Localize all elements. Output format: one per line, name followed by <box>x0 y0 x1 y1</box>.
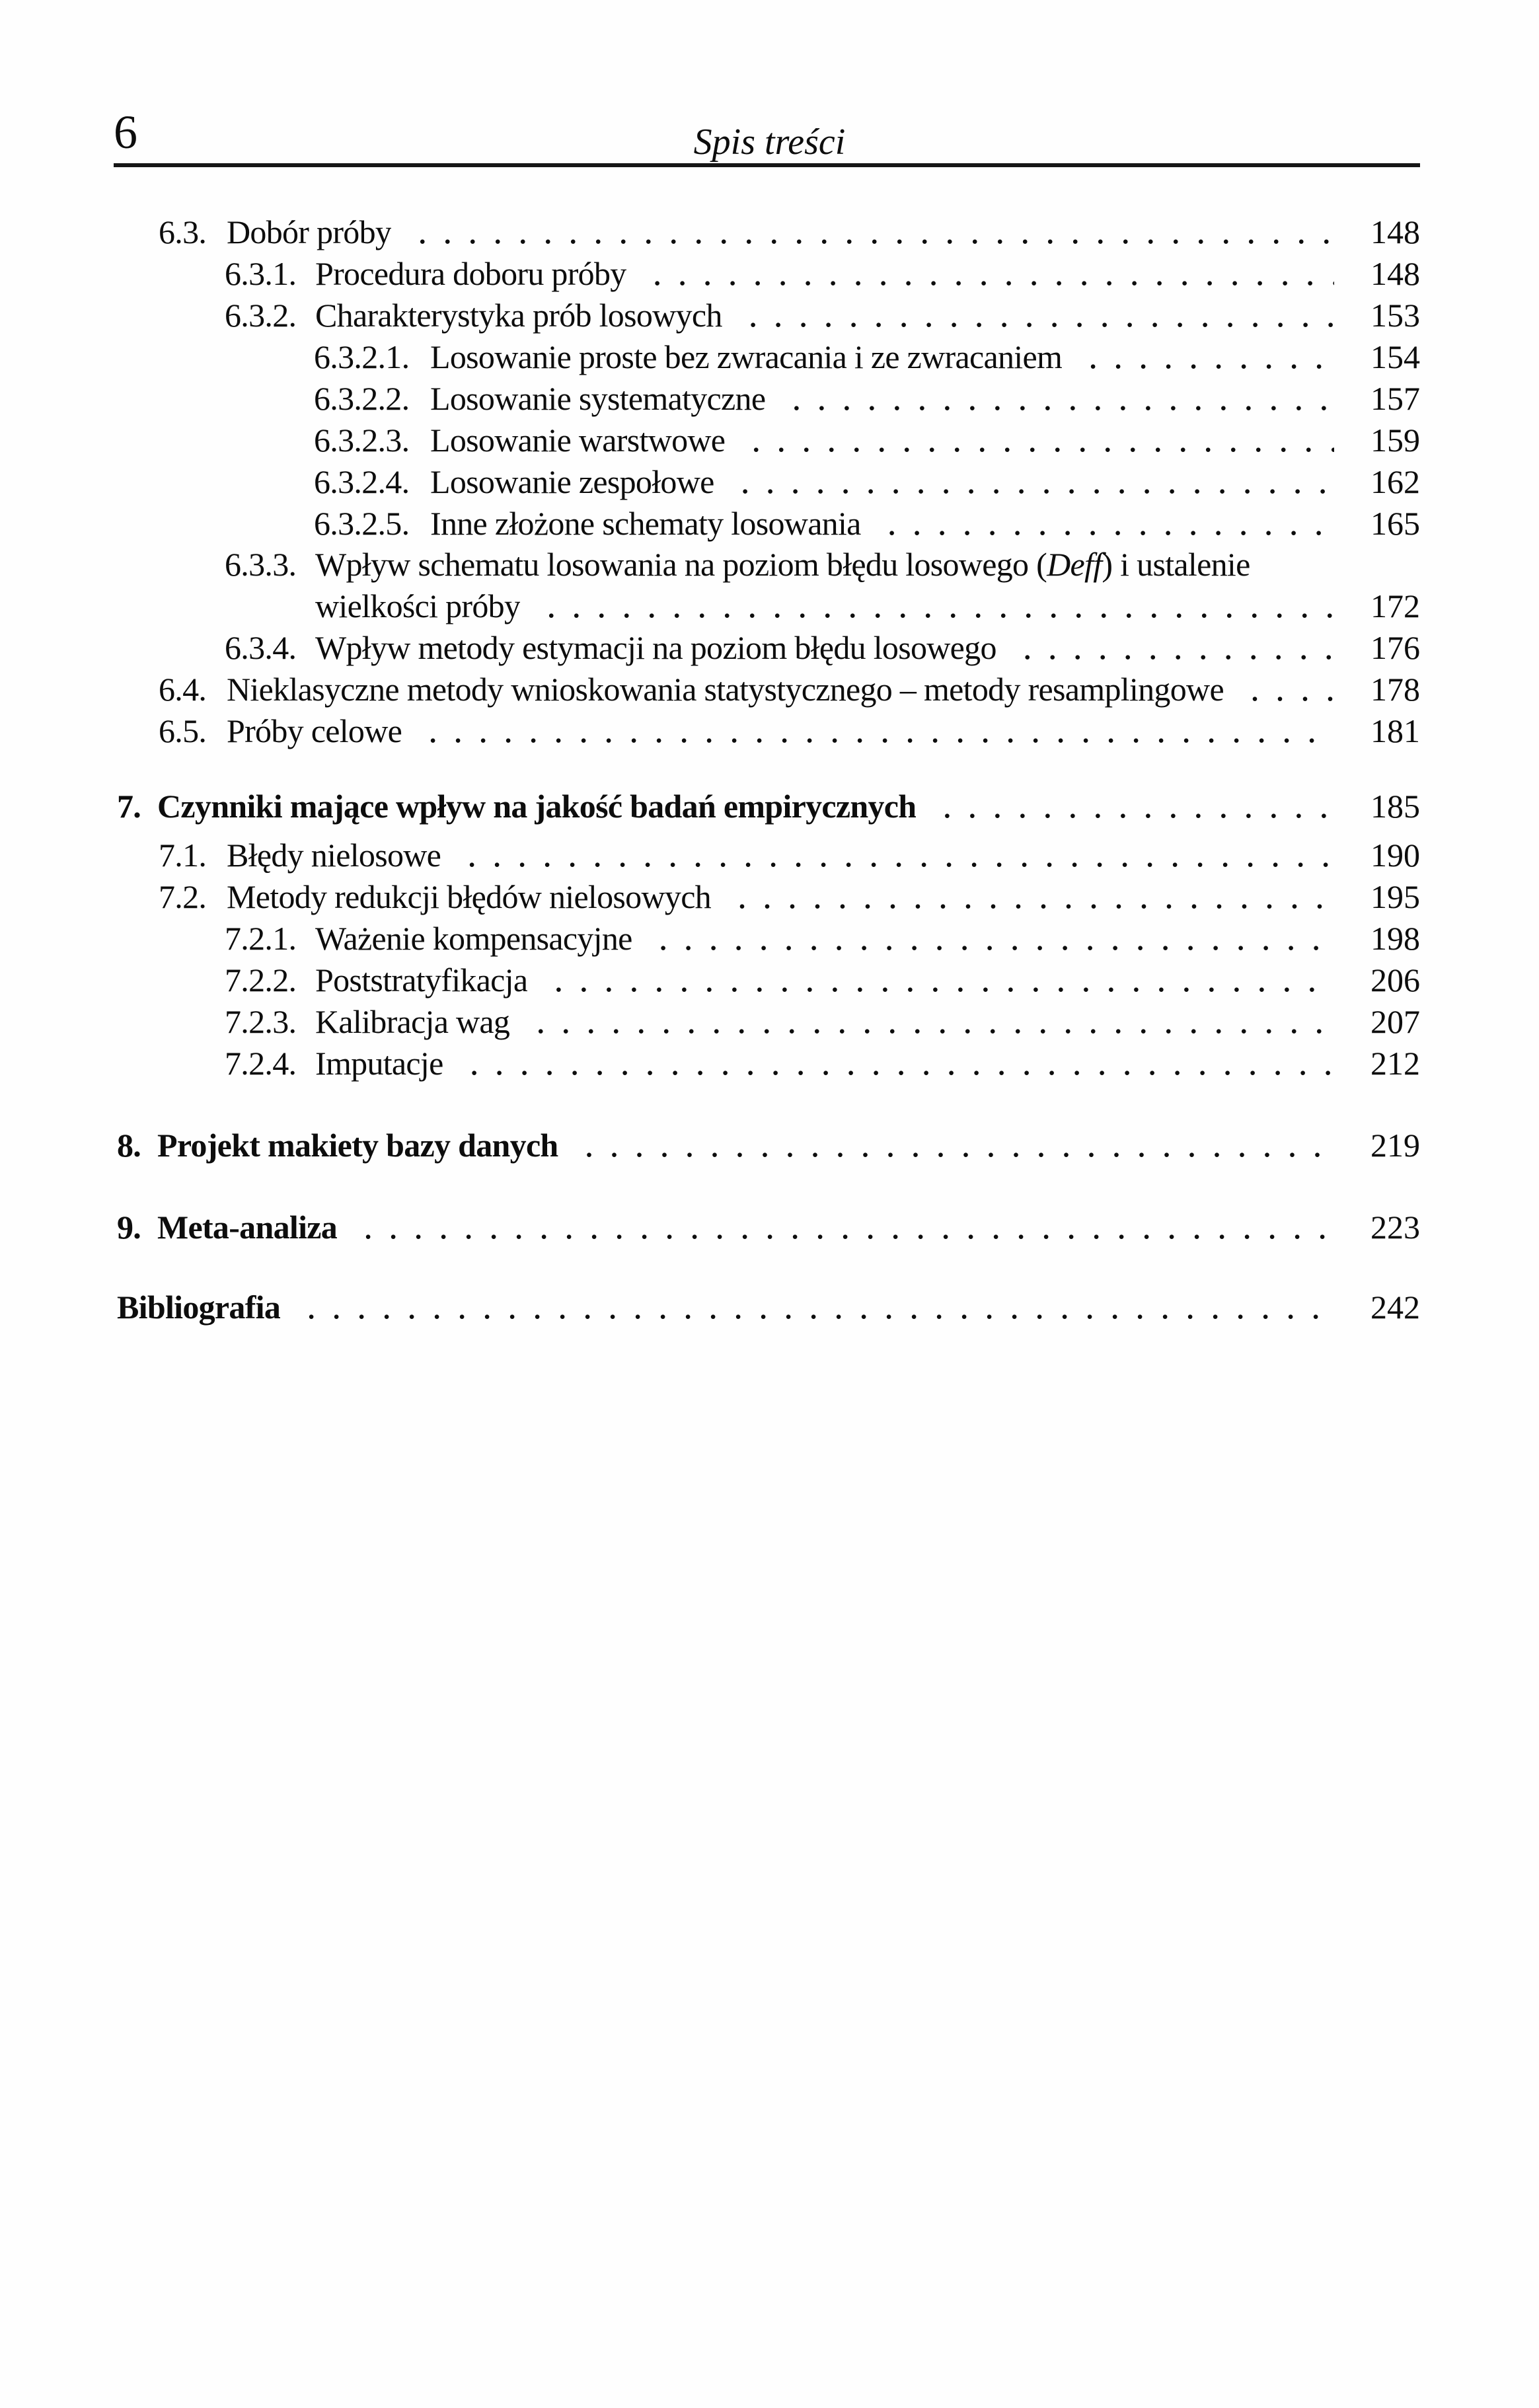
toc-entry-title: Ważenie kompensacyjne <box>315 920 632 957</box>
toc-entry-number: 6.5. <box>159 712 207 749</box>
dot-leader <box>1088 336 1334 377</box>
toc-entry-number: 7.2.2. <box>225 961 297 998</box>
dot-leader <box>653 252 1334 293</box>
dot-leader <box>546 585 1334 626</box>
toc-entry <box>117 377 1420 419</box>
toc-entry-page: 198 <box>1370 920 1420 957</box>
toc-entry-page: 148 <box>1370 255 1420 292</box>
toc-entry <box>117 626 1420 668</box>
toc-entry <box>117 419 1420 461</box>
toc-entry-page: 206 <box>1370 961 1420 998</box>
toc-entry-number: 7.2.1. <box>225 920 297 957</box>
dot-leader <box>1250 668 1334 709</box>
toc-entry-page: 223 <box>1370 1209 1420 1246</box>
toc-entry <box>117 336 1420 377</box>
toc-entry <box>117 1286 1420 1328</box>
toc-entry <box>117 917 1420 959</box>
page-header-title: Spis treści <box>693 122 846 163</box>
toc-entry-page: 207 <box>1370 1003 1420 1040</box>
toc-entry <box>117 544 1420 585</box>
dot-leader <box>428 710 1334 751</box>
dot-leader <box>470 1042 1334 1083</box>
toc-entry <box>117 1042 1420 1084</box>
toc-entry-title: Próby celowe <box>227 712 402 749</box>
toc-entry-title: Losowanie systematyczne <box>430 380 766 417</box>
toc-entry-number: 7.2.3. <box>225 1003 297 1040</box>
toc-entry <box>117 959 1420 1000</box>
toc-entry-title: Inne złożone schematy losowania <box>430 505 861 542</box>
toc-entry-title-pre: Wpływ schematu losowania na poziom błędu losowego ( <box>315 546 1047 583</box>
dot-leader <box>749 294 1334 335</box>
toc-entry-page: 178 <box>1370 671 1420 708</box>
toc-entry-number: 6.3.1. <box>225 255 297 292</box>
toc-entry-page: 157 <box>1370 380 1420 417</box>
toc-entry-title: Imputacje <box>315 1045 443 1082</box>
toc-entry <box>117 294 1420 336</box>
dot-leader <box>585 1124 1334 1165</box>
toc-entry-page: 181 <box>1370 712 1420 749</box>
toc-entry <box>117 876 1420 917</box>
toc-entry <box>117 461 1420 502</box>
dot-leader <box>741 461 1334 502</box>
toc-entry-number: 6.3.2.1. <box>314 338 410 375</box>
toc-entry-title-post: ) i ustalenie <box>1102 546 1250 583</box>
toc-entry-title: Wpływ metody estymacji na poziom błędu losowego <box>315 629 996 666</box>
toc-entry-title: Charakterystyka prób losowych <box>315 297 722 334</box>
toc-entry-title: Meta-analiza <box>157 1209 338 1246</box>
toc-entry-title: Metody redukcji błędów nielosowych <box>227 878 711 915</box>
toc-entry <box>117 1000 1420 1042</box>
toc-entry-number: 8. <box>117 1127 141 1164</box>
toc-entry-page: 165 <box>1370 505 1420 542</box>
toc-entry <box>117 252 1420 294</box>
toc-entry-number: 7.1. <box>159 837 207 874</box>
toc-entry-number: 6.3.3. <box>225 546 297 583</box>
toc-entry-number: 7. <box>117 788 141 825</box>
toc-entry-number: 7.2.4. <box>225 1045 297 1082</box>
toc-entry <box>117 710 1420 751</box>
toc-entry-page: 148 <box>1370 213 1420 250</box>
dot-leader <box>792 377 1334 418</box>
dot-leader <box>554 959 1334 1000</box>
toc-entry <box>117 1206 1420 1248</box>
toc-entry-page: 195 <box>1370 878 1420 915</box>
toc-list <box>117 211 1420 1328</box>
dot-leader <box>467 834 1334 875</box>
toc-entry-number: 9. <box>117 1209 141 1246</box>
dot-leader <box>536 1000 1334 1041</box>
toc-entry <box>117 1124 1420 1166</box>
toc-entry-number: 6.3.2.3. <box>314 422 410 459</box>
toc-entry-title: Losowanie warstwowe <box>430 422 726 459</box>
toc-entry-number: 6.3.2.2. <box>314 380 410 417</box>
toc-entry-page: 219 <box>1370 1127 1420 1164</box>
toc-entry-title: Bibliografia <box>117 1289 281 1326</box>
toc-entry-title: wielkości próby <box>315 587 521 624</box>
toc-entry <box>117 502 1420 544</box>
toc-entry-title: Losowanie zespołowe <box>430 463 714 500</box>
page-number-folio: 6 <box>114 106 137 159</box>
toc-entry-number: 6.4. <box>159 671 207 708</box>
toc-entry-number: 6.3.2.5. <box>314 505 410 542</box>
dot-leader <box>418 211 1334 252</box>
toc-entry-title: Poststratyfikacja <box>315 961 528 998</box>
toc-entry-title: Czynniki mające wpływ na jakość badań empirycznych <box>157 788 917 825</box>
toc-entry-page: 185 <box>1370 788 1420 825</box>
toc-entry <box>117 785 1420 827</box>
toc-entry-number: 6.3.4. <box>225 629 297 666</box>
toc-entry-page: 190 <box>1370 837 1420 874</box>
toc-entry-title <box>315 544 1420 585</box>
toc-entry-page: 159 <box>1370 422 1420 459</box>
toc-entry <box>117 668 1420 710</box>
toc-entry-page: 176 <box>1370 629 1420 666</box>
toc-entry-title: Projekt makiety bazy danych <box>157 1127 558 1164</box>
toc-entry-title: Kalibracja wag <box>315 1003 510 1040</box>
header-rule <box>114 163 1420 167</box>
dot-leader <box>307 1286 1334 1327</box>
toc-entry-number: 6.3. <box>159 213 207 250</box>
toc-entry-page: 242 <box>1370 1289 1420 1326</box>
toc-entry <box>117 585 1420 626</box>
dot-leader <box>737 876 1334 917</box>
toc-entry-title-italic: Deff <box>1047 546 1102 583</box>
toc-entry <box>117 834 1420 876</box>
dot-leader <box>942 785 1334 826</box>
toc-entry-title: Nieklasyczne metody wnioskowania statystycznego – metody resamplingowe <box>227 671 1224 708</box>
dot-leader <box>1023 626 1334 667</box>
toc-entry-page: 162 <box>1370 463 1420 500</box>
toc-entry-page: 172 <box>1370 587 1420 624</box>
toc-entry-number: 7.2. <box>159 878 207 915</box>
toc-entry-page: 154 <box>1370 338 1420 375</box>
toc-entry-page: 153 <box>1370 297 1420 334</box>
dot-leader <box>659 917 1334 958</box>
dot-leader <box>363 1206 1334 1247</box>
toc-entry-title: Dobór próby <box>227 213 392 250</box>
dot-leader <box>751 419 1334 460</box>
toc-entry <box>117 211 1420 252</box>
toc-entry-title: Błędy nielosowe <box>227 837 441 874</box>
dot-leader <box>887 502 1334 543</box>
toc-entry-title: Losowanie proste bez zwracania i ze zwracaniem <box>430 338 1063 375</box>
toc-entry-page: 212 <box>1370 1045 1420 1082</box>
toc-entry-title: Procedura doboru próby <box>315 255 626 292</box>
toc-entry-number: 6.3.2.4. <box>314 463 410 500</box>
toc-entry-number: 6.3.2. <box>225 297 297 334</box>
